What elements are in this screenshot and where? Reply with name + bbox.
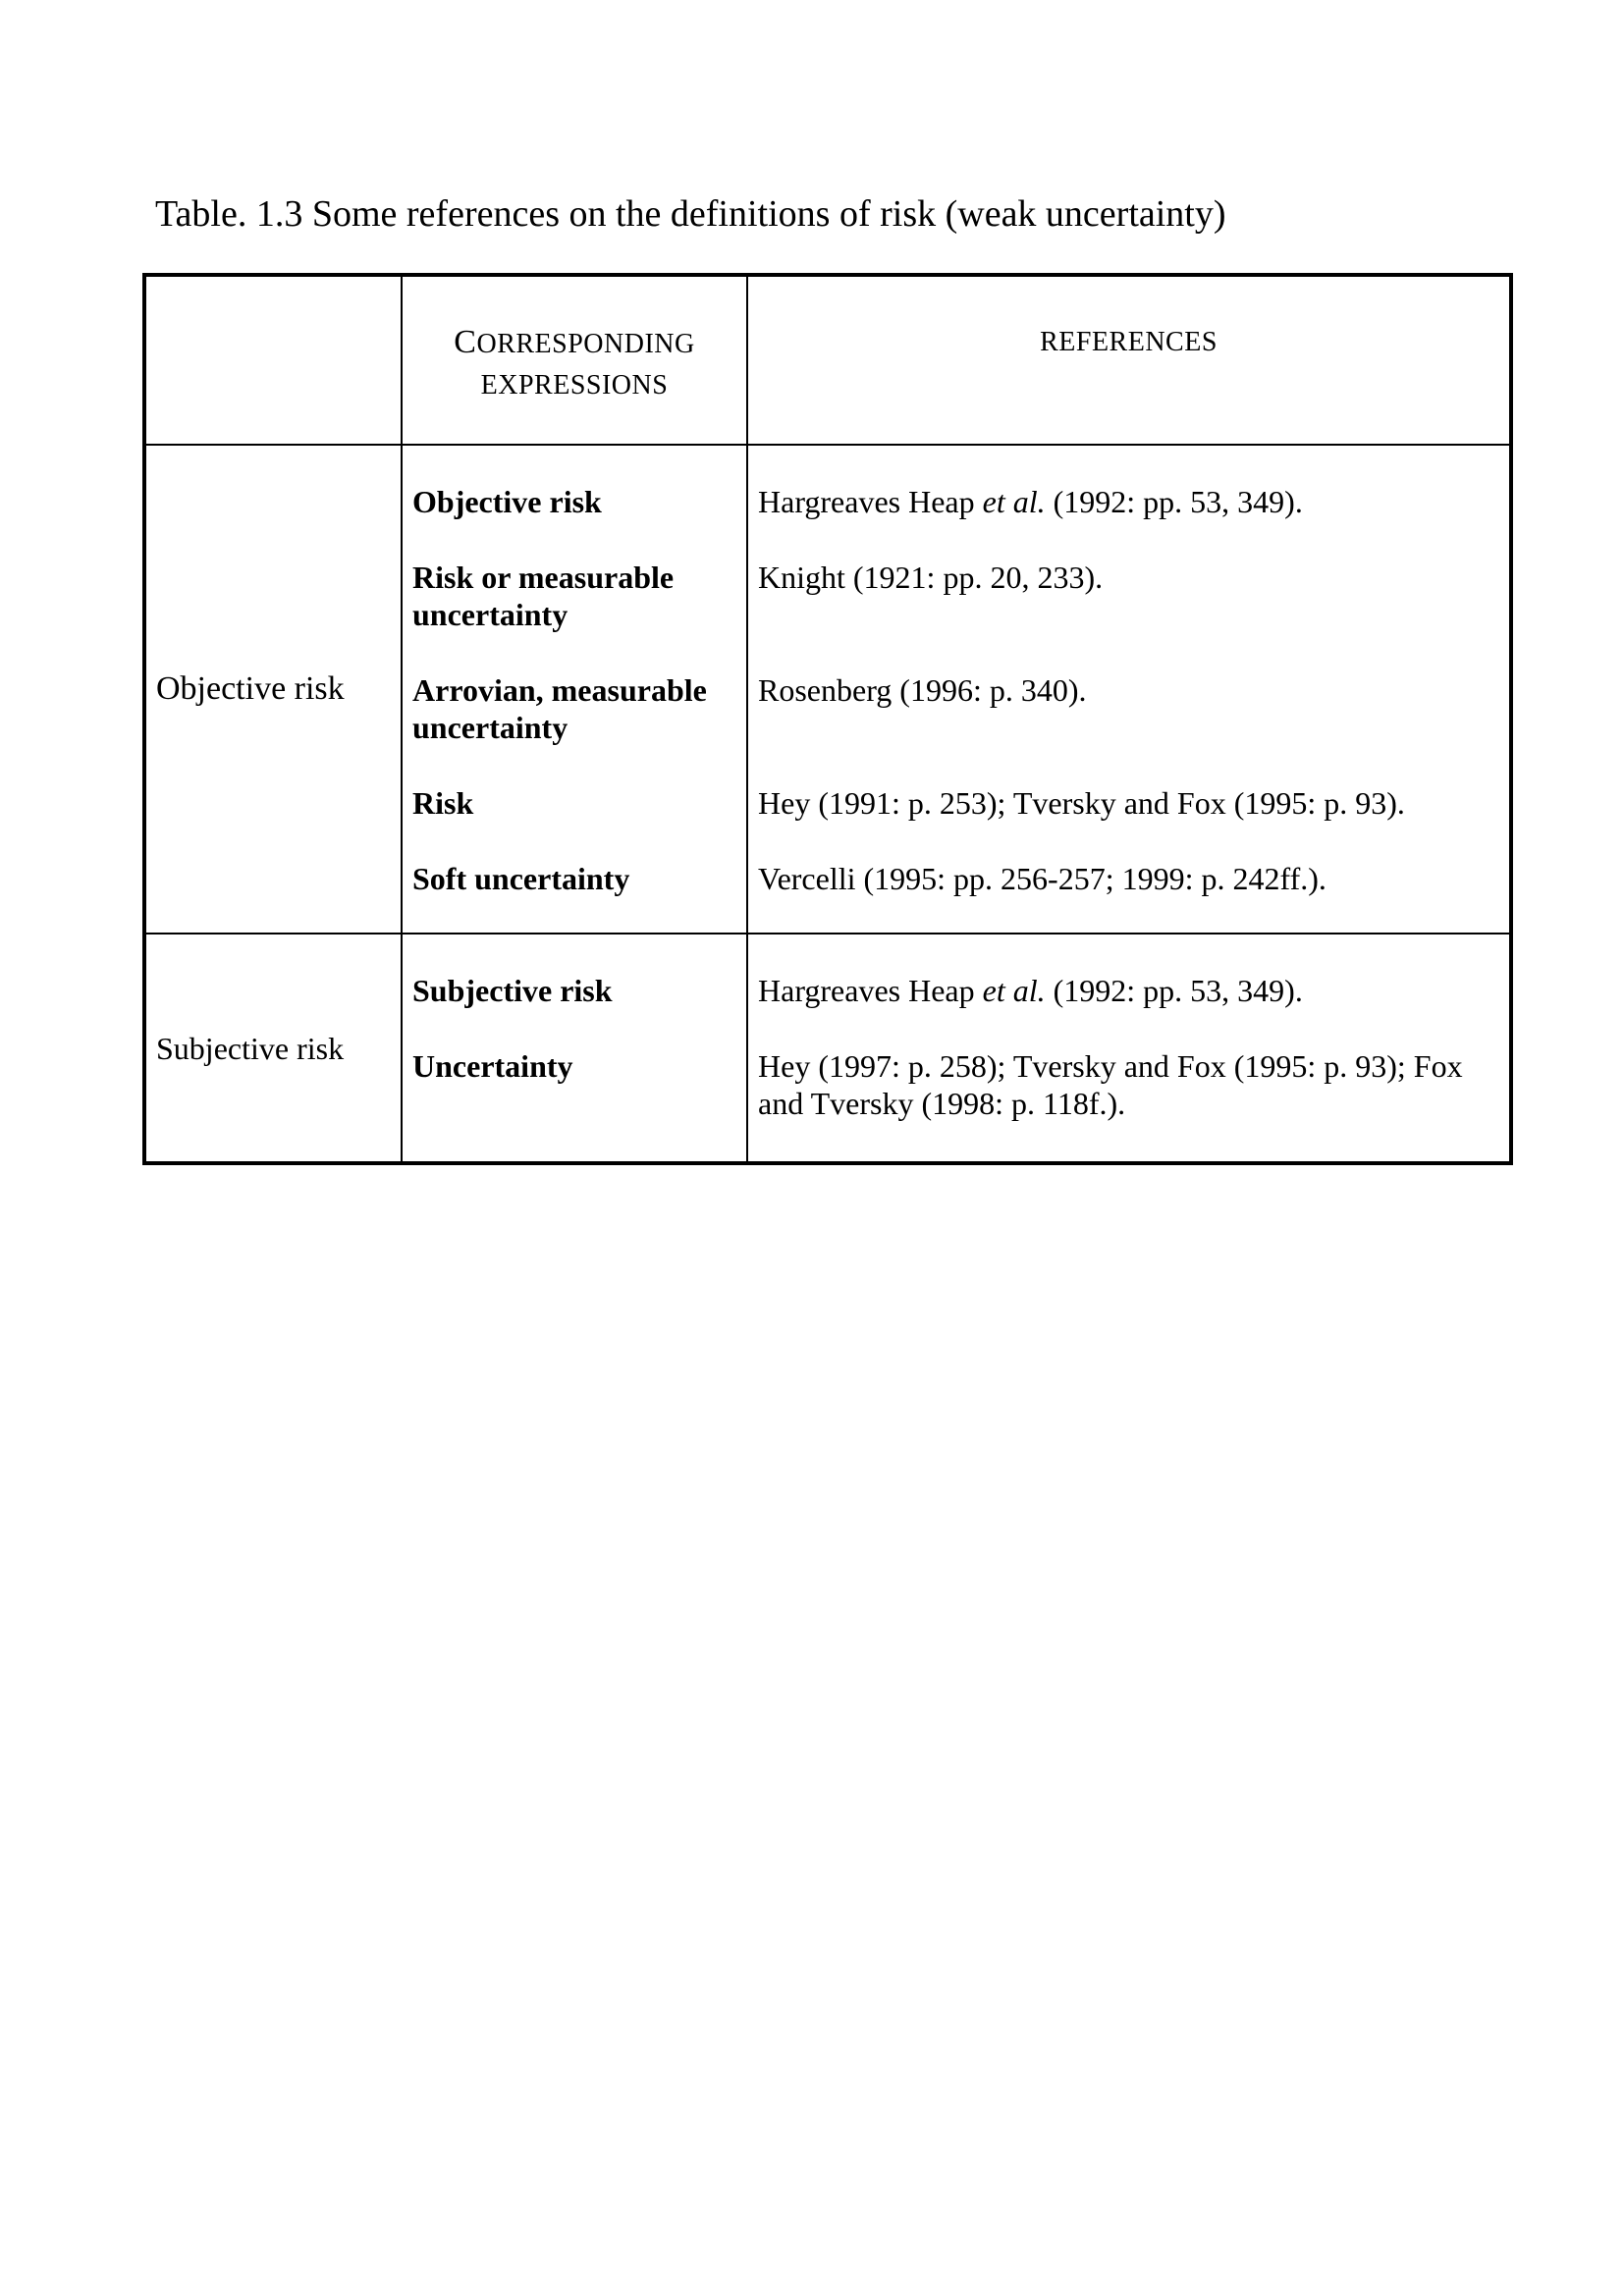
reference-objective-risk: Hargreaves Heap et al. (1992: pp. 53, 349). xyxy=(758,484,1303,519)
table-row-objective-risk xyxy=(144,445,1511,934)
objective-expressions-cell xyxy=(402,445,747,934)
expression-arrovian-measurable-uncertainty: Arrovian, measurable uncertainty xyxy=(412,672,707,745)
header-col2-line2: EXPRESSIONS xyxy=(480,370,669,400)
header-corresponding-expressions xyxy=(402,275,747,445)
group-label-subjective-risk: Subjective risk xyxy=(144,934,402,1163)
reference-subjective-risk: Hargreaves Heap et al. (1992: pp. 53, 349). xyxy=(758,973,1303,1008)
objective-references-cell xyxy=(747,445,1511,934)
header-col3-label: REFERENCES xyxy=(1040,327,1218,357)
reference-risk-or-measurable-uncertainty: Knight (1921: pp. 20, 233). xyxy=(758,560,1104,595)
group-label-objective-risk: Objective risk xyxy=(144,445,402,934)
reference-uncertainty: Hey (1997: p. 258); Tversky and Fox (1995: p. 93); Fox and Tversky (1998: p. 118f.). xyxy=(758,1048,1463,1121)
reference-soft-uncertainty: Vercelli (1995: pp. 256-257; 1999: p. 242ff.). xyxy=(758,861,1326,896)
expression-uncertainty: Uncertainty xyxy=(412,1048,573,1084)
table-row-subjective-risk xyxy=(144,934,1511,1163)
reference-arrovian-measurable-uncertainty: Rosenberg (1996: p. 340). xyxy=(758,672,1087,708)
reference-risk: Hey (1991: p. 253); Tversky and Fox (1995: p. 93). xyxy=(758,785,1405,821)
expression-subjective-risk: Subjective risk xyxy=(412,973,613,1008)
subjective-references-cell xyxy=(747,934,1511,1163)
header-col2-initial: C xyxy=(454,324,477,360)
expression-soft-uncertainty: Soft uncertainty xyxy=(412,861,630,896)
header-col2-line1: ORRESPONDING xyxy=(476,329,695,359)
subjective-expressions-cell xyxy=(402,934,747,1163)
header-empty-cell xyxy=(144,275,402,445)
expression-risk: Risk xyxy=(412,785,474,821)
header-references xyxy=(747,275,1511,445)
table-header-row xyxy=(144,275,1511,445)
expression-objective-risk: Objective risk xyxy=(412,484,602,519)
risk-definitions-table xyxy=(142,273,1513,1165)
table-caption: Table. 1.3 Some references on the definitions of risk (weak uncertainty) xyxy=(155,193,1226,235)
expression-risk-or-measurable-uncertainty: Risk or measurable uncertainty xyxy=(412,560,675,632)
